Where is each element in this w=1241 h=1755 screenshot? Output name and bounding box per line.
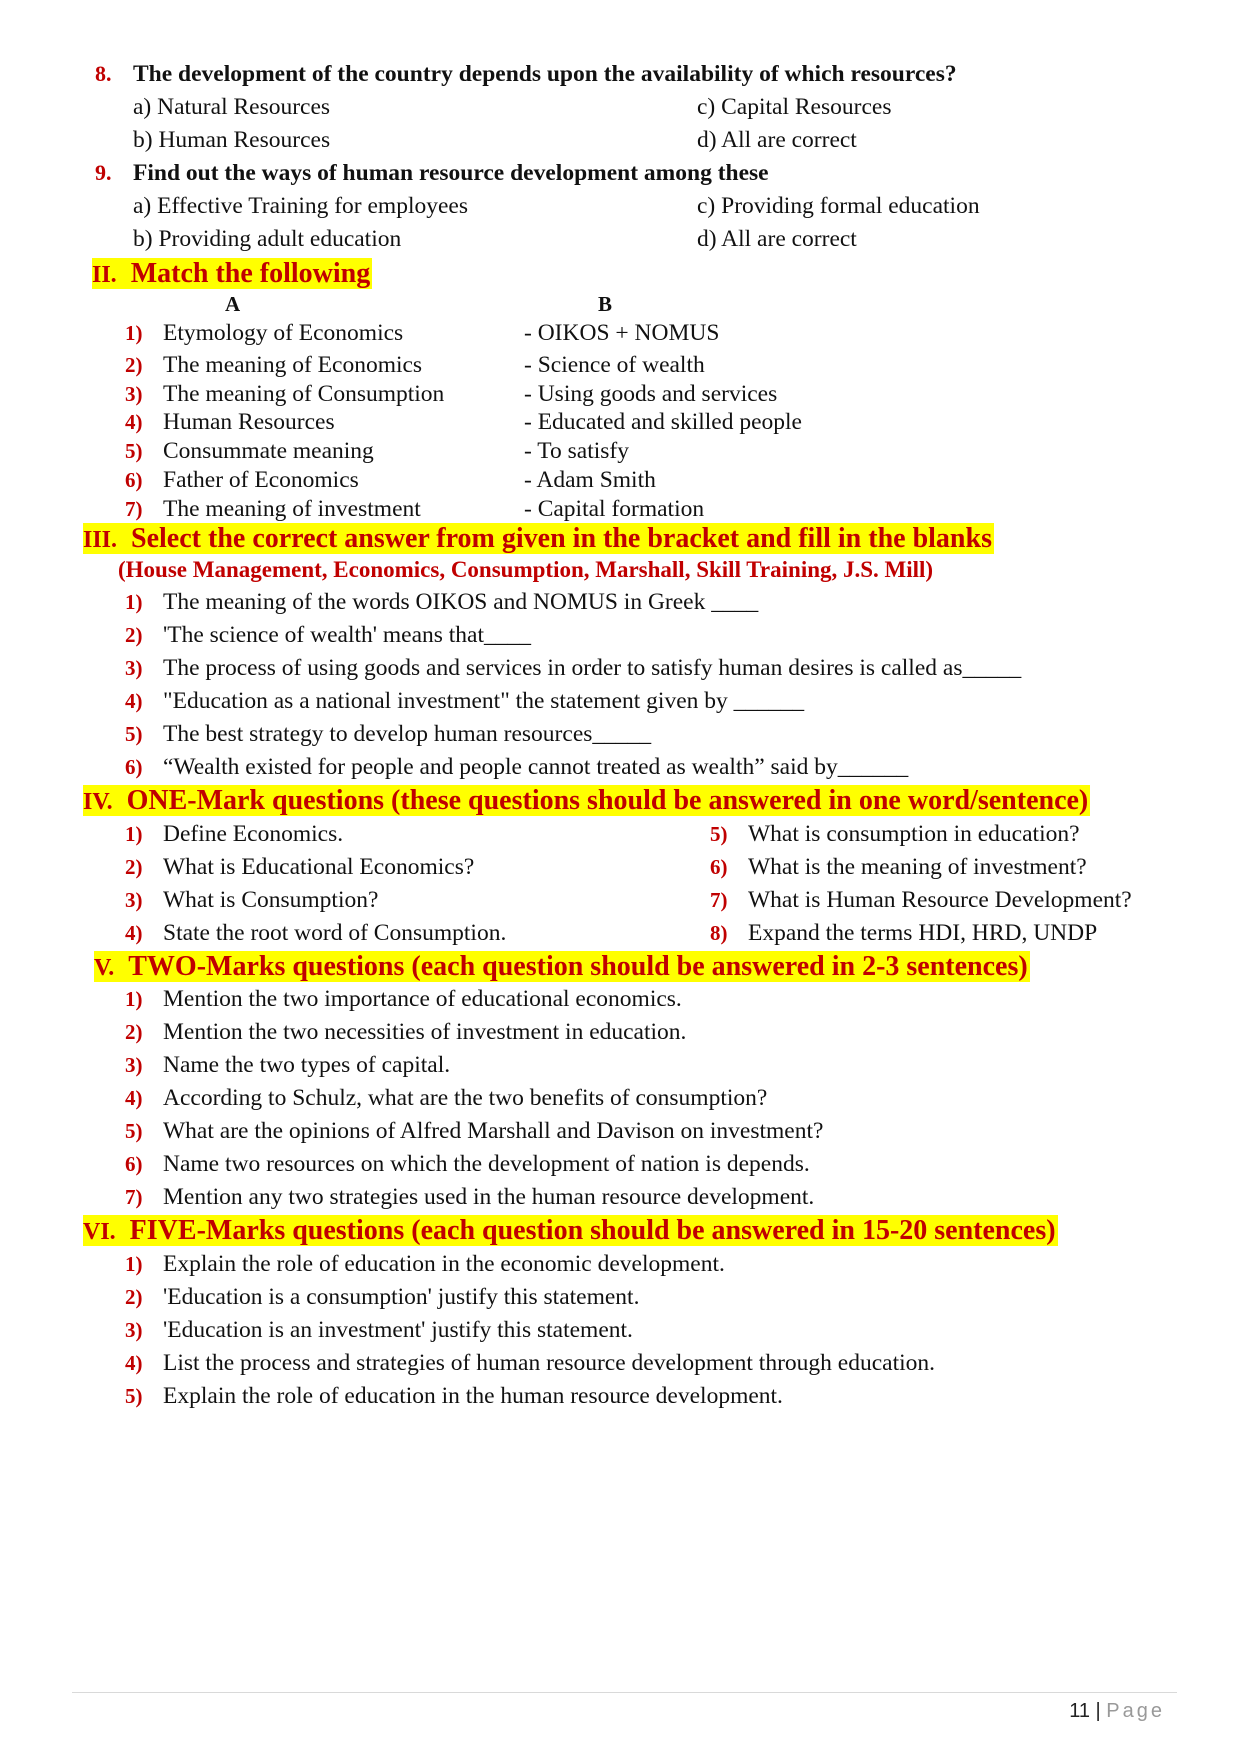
item-number: 4) — [125, 689, 143, 713]
item-text: List the process and strategies of human resource development through education. — [163, 1350, 936, 1376]
match-right: - OIKOS + NOMUS — [524, 320, 720, 346]
item-number: 3) — [125, 888, 143, 912]
item-number: 4) — [125, 921, 143, 945]
item-text: According to Schulz, what are the two benefits of consumption? — [163, 1085, 768, 1111]
item-number: 6) — [125, 468, 143, 492]
item-number: 2) — [125, 623, 143, 647]
item-text: Mention any two strategies used in the human resource development. — [163, 1184, 815, 1210]
match-left: The meaning of investment — [163, 496, 421, 522]
item-number: 7) — [710, 888, 728, 912]
item-text: The process of using goods and services in order to satisfy human desires is called as_____ — [163, 655, 1022, 681]
option-c: c) Providing formal education — [697, 193, 980, 219]
item-text: 'Education is a consumption' justify this statement. — [163, 1284, 640, 1310]
match-right: - Educated and skilled people — [524, 409, 802, 435]
footer-divider — [72, 1692, 1177, 1693]
item-number: 1) — [125, 822, 143, 846]
item-text: What is Human Resource Development? — [748, 887, 1132, 913]
item-text: What is consumption in education? — [748, 821, 1080, 847]
item-text: Explain the role of education in the human resource development. — [163, 1383, 783, 1409]
section-heading-one-mark — [83, 782, 1090, 820]
page-label: Page — [1106, 1700, 1165, 1722]
item-number: 1) — [125, 1252, 143, 1276]
item-text: What is Consumption? — [163, 887, 379, 913]
section-heading-fill-blanks — [83, 520, 994, 558]
item-text: 'Education is an investment' justify this statement. — [163, 1317, 633, 1343]
section-title: Select the correct answer from given in the bracket and fill in the blanks — [131, 523, 992, 554]
item-number: 2) — [125, 855, 143, 879]
question-number: 8. — [95, 61, 112, 86]
section-title: ONE-Mark questions (these questions should be answered in one word/sentence) — [126, 785, 1089, 816]
section-roman: V. — [94, 955, 115, 981]
match-left: Human Resources — [163, 409, 335, 435]
item-number: 5) — [710, 822, 728, 846]
item-number: 7) — [125, 1185, 143, 1209]
item-text: What is the meaning of investment? — [748, 854, 1087, 880]
item-number: 6) — [125, 755, 143, 779]
section-roman: II. — [92, 262, 117, 288]
item-text: What are the opinions of Alfred Marshall and Davison on investment? — [163, 1118, 824, 1144]
option-a: a) Effective Training for employees — [133, 193, 469, 219]
item-number: 3) — [125, 1318, 143, 1342]
section-heading-five-marks — [83, 1212, 1058, 1250]
item-number: 1) — [125, 321, 143, 345]
option-d: d) All are correct — [697, 127, 857, 153]
item-number: 5) — [125, 1384, 143, 1408]
page-number: 11 — [1069, 1700, 1090, 1722]
option-d: d) All are correct — [697, 226, 857, 252]
section-title: TWO-Marks questions (each question should be answered in 2-3 sentences) — [128, 951, 1028, 982]
item-number: 4) — [125, 1351, 143, 1375]
item-text: Name two resources on which the development of nation is depends. — [163, 1151, 810, 1177]
page-footer — [1069, 1700, 1165, 1723]
item-number: 3) — [125, 382, 143, 406]
item-number: 6) — [125, 1152, 143, 1176]
column-b-heading: B — [598, 292, 613, 316]
item-text: 'The science of wealth' means that____ — [163, 622, 532, 648]
option-b: b) Human Resources — [133, 127, 331, 153]
item-text: Define Economics. — [163, 821, 344, 847]
question-number: 9. — [95, 160, 112, 185]
match-left: Father of Economics — [163, 467, 359, 493]
item-number: 2) — [125, 1285, 143, 1309]
match-left: The meaning of Economics — [163, 352, 423, 378]
option-a: a) Natural Resources — [133, 94, 331, 120]
option-c: c) Capital Resources — [697, 94, 892, 120]
item-number: 2) — [125, 353, 143, 377]
item-number: 5) — [125, 1119, 143, 1143]
item-text: State the root word of Consumption. — [163, 920, 507, 946]
question-text: Find out the ways of human resource development among these — [133, 160, 769, 186]
item-text: Expand the terms HDI, HRD, UNDP — [748, 920, 1098, 946]
section-heading-two-marks — [94, 948, 1030, 986]
match-right: - Adam Smith — [524, 467, 656, 493]
section-roman: IV. — [83, 789, 113, 815]
item-text: The best strategy to develop human resources_____ — [163, 721, 652, 747]
section-roman: VI. — [83, 1219, 116, 1245]
section-heading-match — [92, 255, 372, 293]
question-text: The development of the country depends upon the availability of which resources? — [133, 61, 957, 87]
match-right: - To satisfy — [524, 438, 629, 464]
item-number: 1) — [125, 590, 143, 614]
item-text: “Wealth existed for people and people cannot treated as wealth” said by______ — [163, 754, 909, 780]
match-right: - Using goods and services — [524, 381, 778, 407]
item-text: Mention the two importance of educational economics. — [163, 986, 682, 1012]
item-number: 2) — [125, 1020, 143, 1044]
item-number: 8) — [710, 921, 728, 945]
item-text: Name the two types of capital. — [163, 1052, 451, 1078]
match-left: Etymology of Economics — [163, 320, 404, 346]
match-right: - Capital formation — [524, 496, 705, 522]
section-title: FIVE-Marks questions (each question should be answered in 15-20 sentences) — [129, 1215, 1056, 1246]
item-number: 5) — [125, 439, 143, 463]
section-roman: III. — [83, 527, 118, 553]
item-text: The meaning of the words OIKOS and NOMUS in Greek ____ — [163, 589, 759, 615]
item-text: Explain the role of education in the economic development. — [163, 1251, 725, 1277]
item-text: "Education as a national investment" the statement given by ______ — [163, 688, 805, 714]
footer-separator: | — [1095, 1700, 1101, 1722]
answer-choices-bracket: (House Management, Economics, Consumption, Marshall, Skill Training, J.S. Mill) — [118, 557, 934, 582]
item-number: 4) — [125, 1086, 143, 1110]
column-a-heading: A — [225, 292, 241, 316]
item-text: What is Educational Economics? — [163, 854, 475, 880]
item-number: 6) — [710, 855, 728, 879]
match-right: - Science of wealth — [524, 352, 705, 378]
item-number: 1) — [125, 987, 143, 1011]
item-number: 3) — [125, 1053, 143, 1077]
section-title: Match the following — [130, 258, 371, 289]
item-number: 4) — [125, 410, 143, 434]
item-number: 3) — [125, 656, 143, 680]
item-number: 7) — [125, 497, 143, 521]
option-b: b) Providing adult education — [133, 226, 402, 252]
match-left: The meaning of Consumption — [163, 381, 445, 407]
match-left: Consummate meaning — [163, 438, 374, 464]
item-text: Mention the two necessities of investment in education. — [163, 1019, 687, 1045]
item-number: 5) — [125, 722, 143, 746]
